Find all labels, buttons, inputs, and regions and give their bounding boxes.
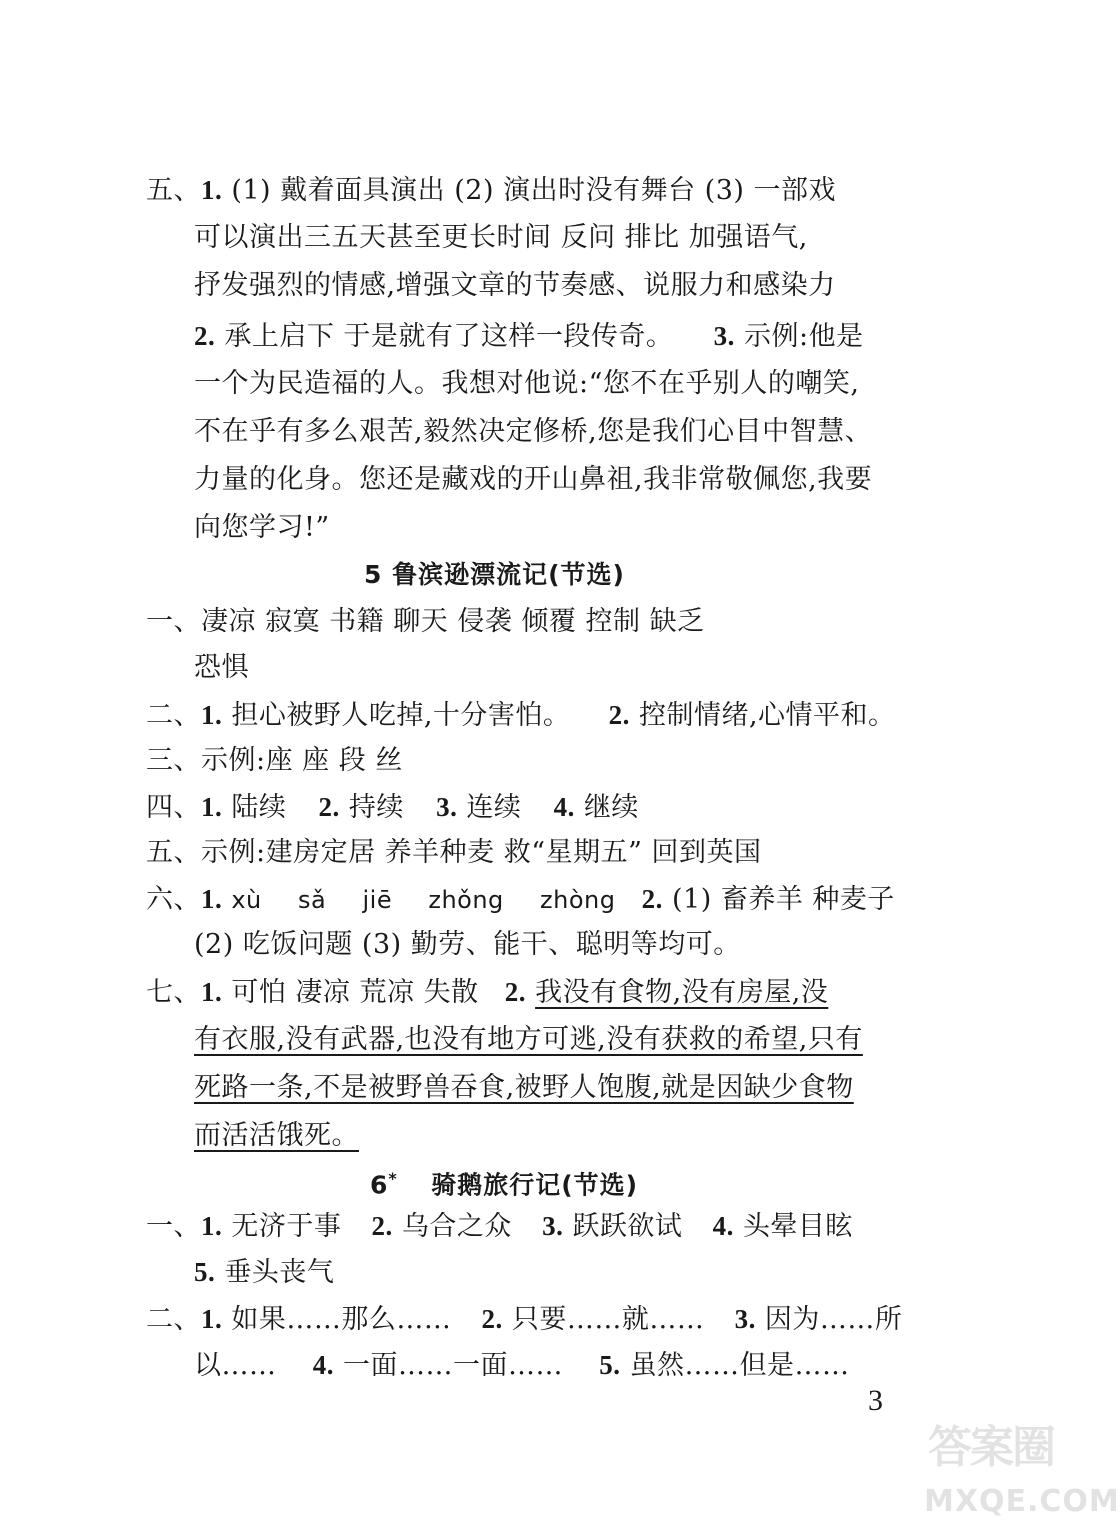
answer-text: 继续 — [583, 792, 639, 823]
s4-q5-line1 — [146, 172, 836, 209]
s5-q4 — [146, 789, 639, 826]
answer-text: 控制情绪,心情平和。 — [638, 700, 896, 731]
watermark-text-top: 答案圈 — [928, 1422, 1054, 1473]
underlined-answer: 我没有食物,没有房屋,没 — [535, 977, 829, 1008]
answer-text: 抒发强烈的情感,增强文章的节奏感、说服力和感染力 — [194, 270, 836, 301]
answer-text: 一面……一面…… — [343, 1350, 564, 1381]
answer-text: 凄凉 寂寞 书籍 聊天 侵袭 倾覆 控制 缺乏 — [201, 606, 705, 637]
question-label: 七、 — [146, 977, 201, 1008]
question-label: 二、 — [146, 700, 201, 731]
answer-text: 连续 — [466, 792, 522, 823]
item-number: 3. — [734, 1304, 756, 1334]
s5-q6-line1 — [146, 881, 895, 918]
item-number: 2. — [318, 792, 340, 822]
item-number: 4. — [312, 1350, 334, 1380]
s6-q1-line1 — [146, 1208, 853, 1245]
item-number: 2. — [608, 700, 630, 730]
page-number: 3 — [868, 1384, 883, 1417]
answer-text: 头晕目眩 — [742, 1211, 853, 1242]
answer-text: (1) 畜养羊 种麦子 — [672, 884, 895, 915]
item-number: 3. — [713, 321, 735, 351]
watermark-logo — [924, 1420, 1120, 1530]
answer-text: 无济于事 — [231, 1211, 342, 1242]
watermark-text-bottom: MXQE.COM — [924, 1484, 1120, 1519]
answer-text: 跃跃欲试 — [572, 1211, 683, 1242]
item-number: 1. — [201, 977, 223, 1007]
answer-text: 因为……所 — [764, 1304, 903, 1335]
answer-text: 不在乎有多么艰苦,毅然决定修桥,您是我们心目中智慧、 — [194, 416, 873, 447]
answer-text: 以…… — [194, 1350, 277, 1381]
underlined-answer: 有衣服,没有武器,也没有地方可逃,没有获救的希望,只有 — [194, 1024, 863, 1055]
item-number: 1. — [201, 884, 223, 914]
answer-text: 示例:座 座 段 丝 — [201, 745, 403, 776]
s4-q5-line5 — [194, 366, 859, 402]
answer-text: 示例:建房定居 养羊种麦 救“星期五” 回到英国 — [201, 837, 762, 868]
answer-text: 虽然……但是…… — [629, 1350, 850, 1381]
s6-q1-line2 — [194, 1254, 334, 1291]
s5-q3 — [146, 743, 403, 779]
question-label: 三、 — [146, 745, 201, 776]
item-number: 2. — [504, 977, 527, 1007]
item-number: 4. — [712, 1211, 734, 1241]
item-number: 2. — [641, 884, 663, 914]
answer-text: 向您学习!” — [194, 512, 330, 543]
item-number: 2. — [481, 1304, 503, 1334]
answer-text: 力量的化身。您还是藏戏的开山鼻祖,我非常敬佩您,我要 — [194, 464, 873, 495]
answer-text: 陆续 — [231, 792, 287, 823]
s4-q5-line4 — [194, 318, 864, 355]
item-number: 3. — [542, 1211, 564, 1241]
s4-q5-line8 — [194, 510, 330, 546]
s6-q2-line2 — [194, 1347, 850, 1384]
answer-text: 只要……就…… — [511, 1304, 705, 1335]
section-5-heading: 5 鲁滨逊漂流记(节选) — [364, 560, 625, 589]
section-number: 6 — [370, 1170, 389, 1200]
answer-text: 乌合之众 — [401, 1211, 512, 1242]
answer-text: (2) 吃饭问题 (3) 勤劳、能干、聪明等均可。 — [194, 929, 741, 960]
s5-q2 — [146, 697, 896, 734]
optional-star-mark: * — [388, 1169, 398, 1188]
item-number: 4. — [553, 792, 575, 822]
question-label: 二、 — [146, 1304, 201, 1335]
s4-q5-line6 — [194, 414, 872, 450]
item-number: 1. — [201, 1304, 223, 1334]
item-number: 1. — [201, 1211, 223, 1241]
answer-text: 示例:他是 — [743, 321, 864, 352]
answer-text: 担心被野人吃掉,十分害怕。 — [231, 700, 571, 731]
s5-q1-line1 — [146, 604, 705, 640]
s5-q7-line3 — [194, 1070, 854, 1106]
section-6-heading — [370, 1162, 638, 1202]
answer-text: 一个为民造福的人。我想对他说:“您不在乎别人的嘲笑, — [194, 368, 860, 399]
s5-q5 — [146, 835, 761, 871]
s4-q5-line7 — [194, 462, 872, 498]
item-number: 1. — [201, 175, 223, 205]
answer-text: 垂头丧气 — [224, 1257, 335, 1288]
question-label: 一、 — [146, 606, 201, 637]
s5-q6-line2 — [194, 927, 741, 963]
s5-q1-line2 — [194, 650, 249, 686]
question-label: 一、 — [146, 1211, 201, 1242]
item-number: 2. — [371, 1211, 393, 1241]
pinyin-answer: xù sǎ jiē zhǒng zhòng — [231, 886, 616, 914]
s5-q7-line1 — [146, 974, 828, 1011]
item-number: 5. — [599, 1350, 621, 1380]
question-label: 五、 — [146, 837, 201, 868]
answer-text: 持续 — [348, 792, 404, 823]
s4-q5-line2 — [194, 220, 808, 256]
s6-q2-line1 — [146, 1301, 902, 1338]
question-label: 四、 — [146, 792, 201, 823]
answer-text: 如果……那么…… — [231, 1304, 452, 1335]
item-number: 5. — [194, 1257, 216, 1287]
item-number: 1. — [201, 700, 223, 730]
item-number: 1. — [201, 792, 223, 822]
question-label: 五、 — [146, 175, 201, 206]
answer-text: 承上启下 于是就有了这样一段传奇。 — [224, 321, 674, 352]
section-title: 骑鹅旅行记(节选) — [431, 1170, 639, 1200]
question-label: 六、 — [146, 884, 201, 915]
answer-text: (1) 戴着面具演出 (2) 演出时没有舞台 (3) 一部戏 — [231, 175, 836, 206]
answer-text: 可以演出三五天甚至更长时间 反问 排比 加强语气, — [194, 222, 808, 253]
item-number: 3. — [436, 792, 458, 822]
item-number: 2. — [194, 321, 216, 351]
answer-text: 恐惧 — [194, 652, 249, 683]
underlined-answer: 死路一条,不是被野兽吞食,被野人饱腹,就是因缺少食物 — [194, 1072, 854, 1103]
s4-q5-line3 — [194, 268, 836, 304]
answer-text: 可怕 凄凉 荒凉 失散 — [231, 977, 479, 1008]
underlined-answer: 而活活饿死。 — [194, 1120, 359, 1151]
s5-q7-line2 — [194, 1022, 863, 1058]
s5-q7-line4 — [194, 1118, 359, 1154]
